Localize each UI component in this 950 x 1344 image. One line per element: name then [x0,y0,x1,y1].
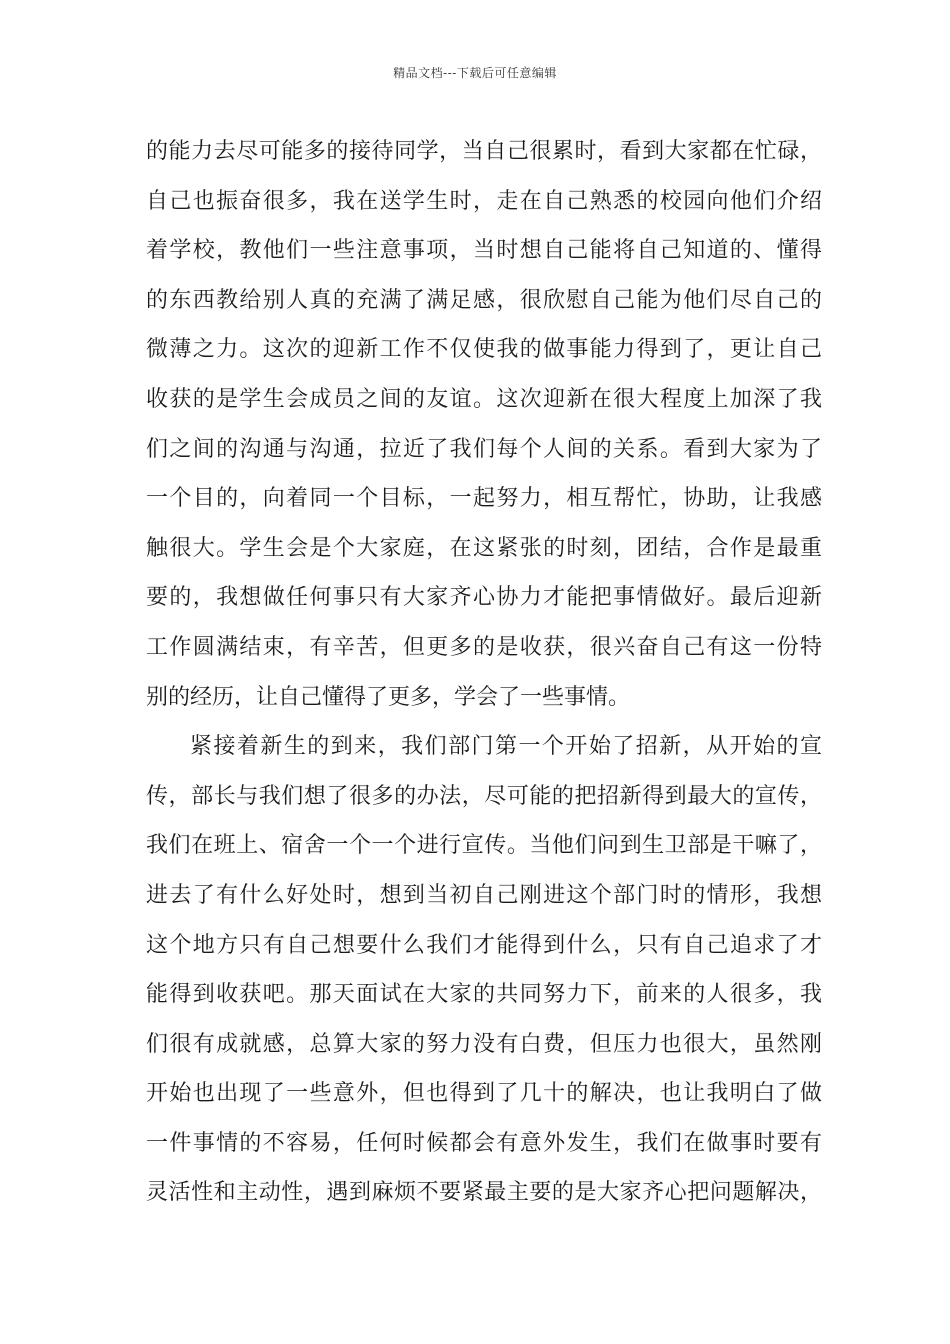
text-line: 的东西教给别人真的充满了满足感，很欣慰自己能为他们尽自己的 [146,287,822,313]
text-line: 这个地方只有自己想要什么我们才能得到什么，只有自己追求了才 [146,932,822,958]
text-line: 们之间的沟通与沟通，拉近了我们每个人间的关系。看到大家为了 [146,436,822,462]
text-line: 自己也振奋很多，我在送学生时，走在自己熟悉的校园向他们介绍 [146,188,822,214]
text-line: 开始也出现了一些意外，但也得到了几十的解决，也让我明白了做 [146,1081,822,1107]
text-line: 们很有成就感，总算大家的努力没有白费，但压力也很大，虽然刚 [146,1031,822,1057]
text-line: 的能力去尽可能多的接待同学，当自己很累时，看到大家都在忙碌， [146,139,822,164]
text-line: 要的，我想做任何事只有大家齐心协力才能把事情做好。最后迎新 [146,585,822,611]
text-line: 收获的是学生会成员之间的友谊。这次迎新在很大程度上加深了我 [146,386,822,412]
text-line: 微薄之力。这次的迎新工作不仅使我的做事能力得到了，更让自己 [146,337,822,363]
text-line: 别的经历，让自己懂得了更多，学会了一些事情。 [146,684,631,710]
text-line: 紧接着新生的到来，我们部门第一个开始了招新，从开始的宣 [190,734,822,760]
text-line: 传，部长与我们想了很多的办法，尽可能的把招新得到最大的宣传， [146,783,822,809]
text-line: 触很大。学生会是个大家庭，在这紧张的时刻，团结，合作是最重 [146,535,822,561]
text-line: 着学校，教他们一些注意事项，当时想自己能将自己知道的、懂得 [146,238,822,264]
body-text [146,127,822,1218]
text-line: 一件事情的不容易，任何时候都会有意外发生，我们在做事时要有 [146,1130,822,1156]
text-line: 灵活性和主动性，遇到麻烦不要紧最主要的是大家齐心把问题解决， [146,1180,822,1206]
text-line: 我们在班上、宿舍一个一个进行宣传。当他们问到生卫部是干嘛了， [146,833,822,859]
text-line: 进去了有什么好处时，想到当初自己刚进这个部门时的情形，我想 [146,882,822,908]
text-line: 能得到收获吧。那天面试在大家的共同努力下，前来的人很多，我 [146,982,822,1008]
page-header: 精品文档---下载后可任意编辑 [393,66,557,80]
text-line: 工作圆满结束，有辛苦，但更多的是收获，很兴奋自己有这一份特 [146,634,822,660]
text-line: 一个目的，向着同一个目标，一起努力，相互帮忙，协助，让我感 [146,486,822,512]
